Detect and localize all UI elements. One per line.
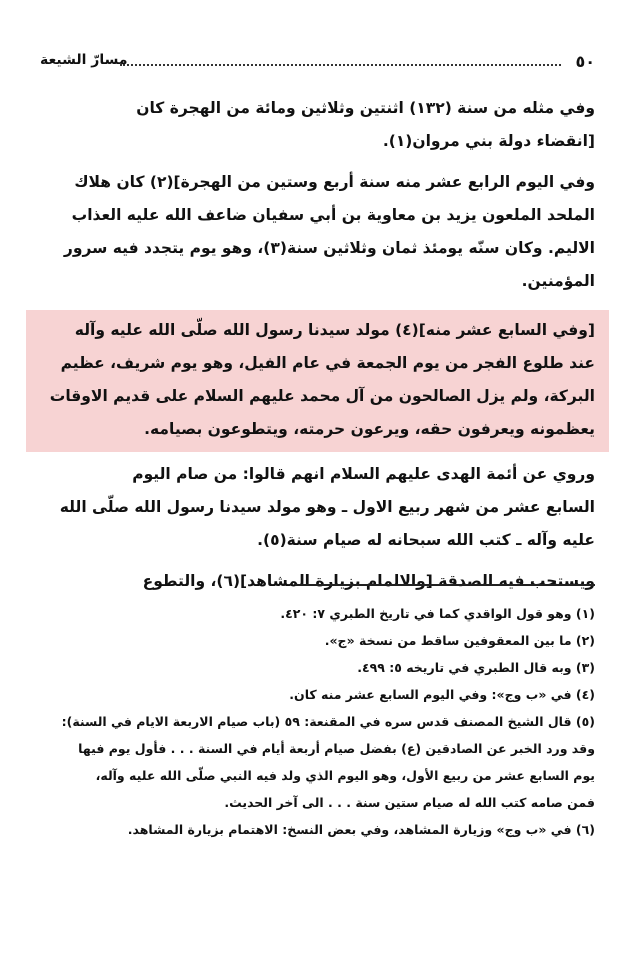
text-line: [انقضاء دولة بني مروان(١).: [382, 132, 595, 150]
footnote-3: [40, 654, 595, 681]
text-line: ويستحب فيه الصدقة [والالمام بزيارة المشاهد](٦)، والتطوع: [142, 572, 595, 590]
footnote-line: (١) وهو قول الواقدي كما في تاريخ الطبري ٧: ٤٢٠.: [280, 606, 595, 621]
footnote-line: (٤) في «ب وج»: وفي اليوم السابع عشر منه كان.: [289, 687, 595, 702]
page-header: [40, 52, 595, 78]
text-line: وروي عن أئمة الهدى عليهم السلام انهم قالوا: من صام اليوم: [132, 465, 595, 483]
paragraph-1: [40, 92, 595, 158]
text-line: الاليم. وكان سنّه يومئذ ثمان وثلاثين سنة(٣)، وهو يوم يتجدد فيه سرور: [63, 239, 595, 257]
footnotes: [40, 600, 595, 843]
paragraph-5: [40, 565, 595, 598]
footnote-2: [40, 627, 595, 654]
paragraph-4: [40, 458, 595, 557]
text-line: البركة، ولم يزل الصالحون من آل محمد عليهم السلام على قديم الاوقات: [49, 387, 595, 405]
running-title: مسارّ الشيعة: [40, 52, 128, 68]
highlighted-paragraph: [26, 310, 609, 452]
text-line: عليه وآله ـ كتب الله سبحانه له صيام سنة(٥).: [257, 531, 595, 549]
footnote-separator: [295, 584, 595, 586]
main-text: [40, 92, 595, 606]
text-line: وفي مثله من سنة (١٣٢) اثنتين وثلاثين ومائة من الهجرة كان: [136, 99, 595, 117]
footnote-line: وقد ورد الخبر عن الصادقين (ع) بفضل صيام أربعة أيام في السنة . . . فأول يوم فيها: [78, 741, 595, 756]
footnote-4: [40, 681, 595, 708]
text-line: [وفي السابع عشر منه](٤) مولد سيدنا رسول الله صلّى الله عليه وآله: [74, 321, 595, 339]
footnote-line: فمن صامه كتب الله له صيام ستين سنة . . . الى آخر الحديث.: [224, 795, 595, 810]
header-dotted-rule: [120, 64, 561, 66]
paragraph-2: [40, 166, 595, 298]
text-line: المؤمنين.: [521, 272, 595, 290]
footnote-line: (٣) وبه قال الطبري في تاريخه ٥: ٤٩٩.: [357, 660, 595, 675]
text-line: وفي اليوم الرابع عشر منه سنة أربع وستين من الهجرة](٢) كان هلاك: [74, 173, 595, 191]
footnote-line: (٦) في «ب وج» وزيارة المشاهد، وفي بعض النسخ: الاهتمام بزيارة المشاهد.: [127, 822, 595, 837]
text-line: الملحد الملعون يزيد بن معاوية بن أبي سفيان ضاعف الله عليه العذاب: [71, 206, 595, 224]
footnote-line: (٢) ما بين المعقوفين ساقط من نسخة «ج».: [324, 633, 595, 648]
text-line: يعظمونه ويعرفون حقه، ويرعون حرمته، ويتطوعون بصيامه.: [144, 420, 595, 438]
page-number: ٥٠: [575, 52, 595, 71]
footnote-6: [40, 816, 595, 843]
footnote-line: يوم السابع عشر من ربيع الأول، وهو اليوم الذي ولد فيه النبي صلّى الله عليه وآله،: [95, 768, 595, 783]
footnote-1: [40, 600, 595, 627]
text-line: عند طلوع الفجر من يوم الجمعة في عام الفيل، وهو يوم شريف، عظيم: [60, 354, 595, 372]
footnote-5: [40, 708, 595, 816]
footnote-line: (٥) قال الشيخ المصنف قدس سره في المقنعة: ٥٩ (باب صيام الاربعة الايام في السنة):: [61, 714, 595, 729]
text-line: السابع عشر من شهر ربيع الاول ـ وهو مولد سيدنا رسول الله صلّى الله: [59, 498, 595, 516]
